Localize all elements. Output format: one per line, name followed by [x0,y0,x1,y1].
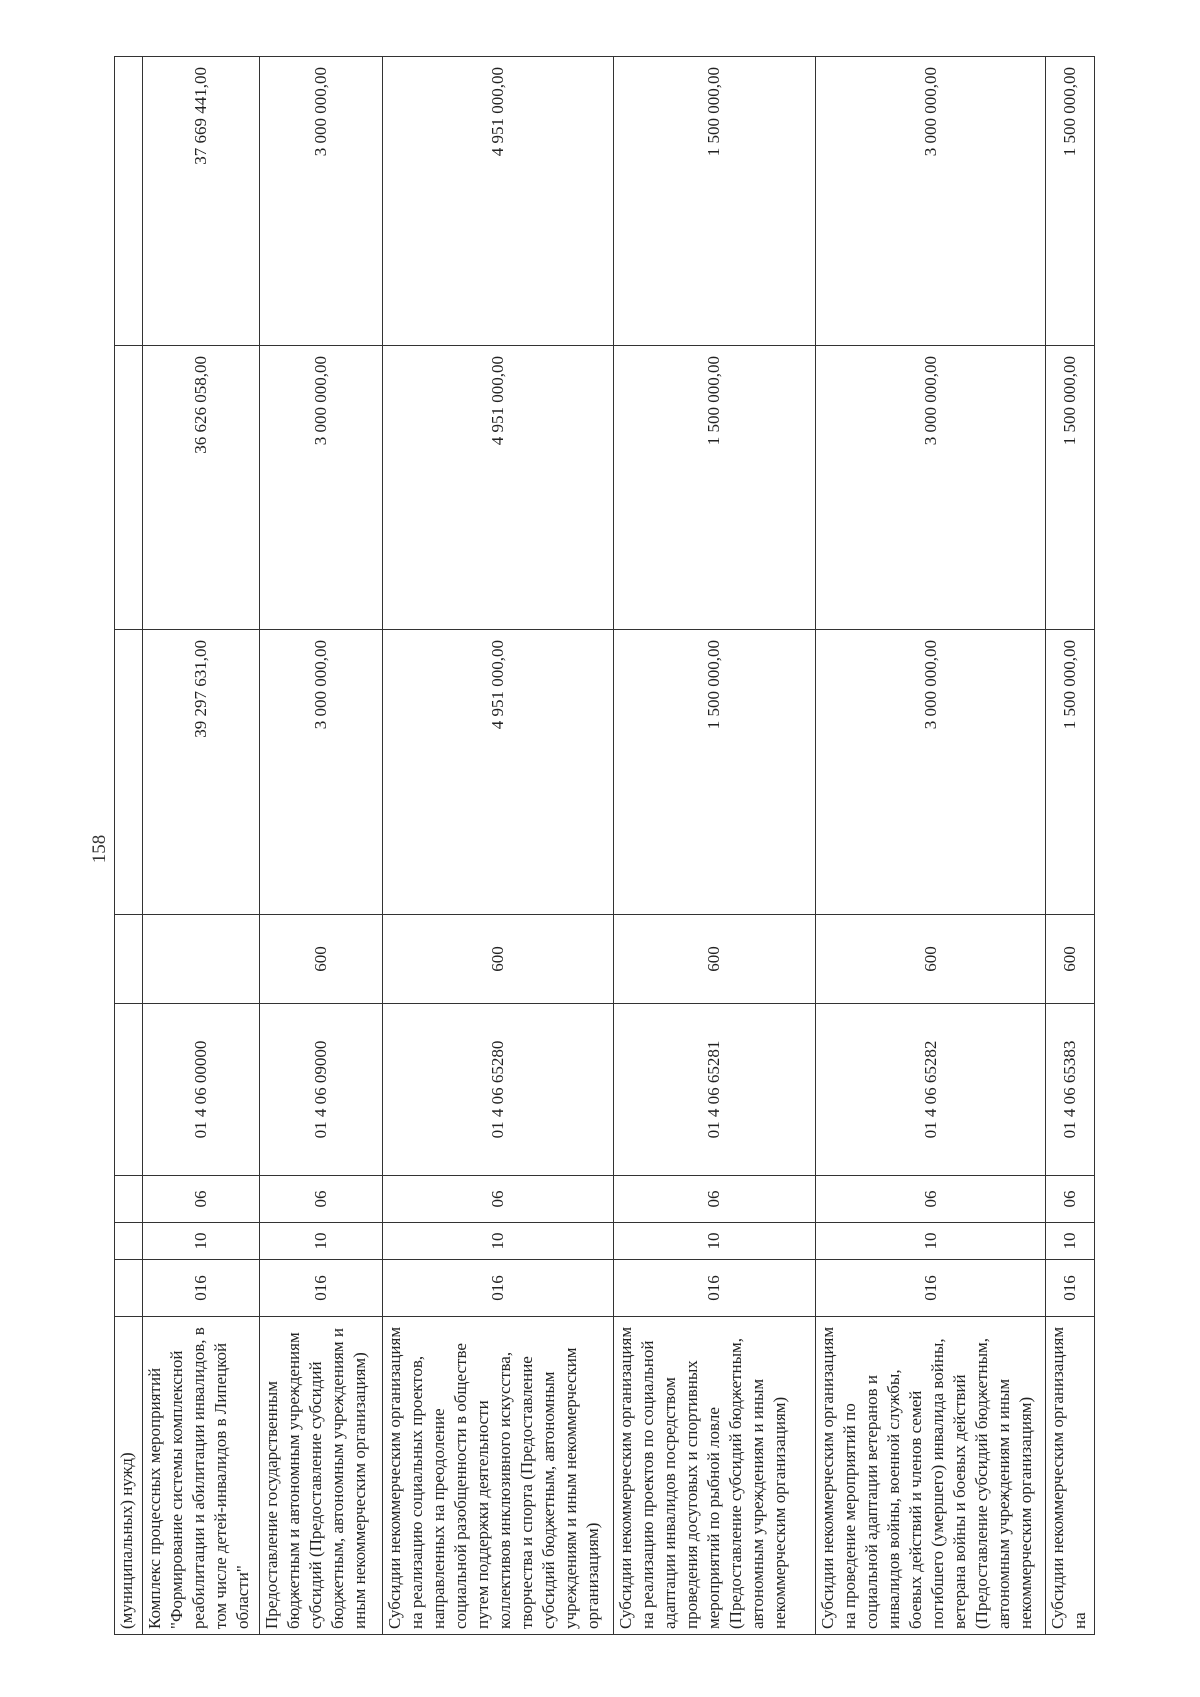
row-podrazdel: 06 [816,1176,1046,1223]
row-code: 016 [613,1260,815,1317]
row-code: 016 [383,1260,613,1317]
table-row [1046,57,1095,1635]
table-row [115,57,143,1635]
row-target: 01 4 06 09000 [259,1004,383,1176]
row-sum1: 4 951 000,00 [383,630,613,915]
row-sum2: 36 626 058,00 [142,346,259,630]
budget-table [114,56,1095,1635]
row-target: 01 4 06 65282 [816,1004,1046,1176]
row-sum1: 39 297 631,00 [142,630,259,915]
row-vid [142,915,259,1004]
row-razdel: 10 [142,1223,259,1260]
row-sum3: 37 669 441,00 [142,57,259,346]
row-sum2: 4 951 000,00 [383,346,613,630]
row-podrazdel: 06 [1046,1176,1095,1223]
row-name: Комплекс процессных мероприятий "Формирование системы комплексной реабилитации и абилитации инвалидов, в том числе детей-инвалидов в Липецкой области" [142,1317,259,1635]
row-sum3: 4 951 000,00 [383,57,613,346]
row-sum1: 1 500 000,00 [613,630,815,915]
row-sum1: 3 000 000,00 [816,630,1046,915]
row-name: Субсидии некоммерческим организациям на проведение мероприятий по социальной адаптации ветеранов и инвалидов войны, военной службы, боевых действий и членов семей погибшего (умершего) инвалида войны, ветерана войны и боевых действий (Предоставление субсидий бюджетным, автономным учреждениям и иным некоммерческим организациям) [816,1317,1046,1635]
rotated-table-container [114,57,1095,1635]
row-name: Субсидии некоммерческим организациям на реализацию проектов по социальной адаптации инвалидов посредством проведения досуговых и спортивных мероприятий по рыбной ловле (Предоставление субсидий бюджетным, автономным учреждениям и иным некоммерческим организациям) [613,1317,815,1635]
table-row [613,57,815,1635]
row-name: Предоставление государственным бюджетным и автономным учреждениям субсидий (Предоставление субсидий бюджетным, автономным учреждениям и иным некоммерческим организациям) [259,1317,383,1635]
row-razdel: 10 [259,1223,383,1260]
row-name: Субсидии некоммерческим организациям на [1046,1317,1095,1635]
row-sum1: 1 500 000,00 [1046,630,1095,915]
table-row [816,57,1046,1635]
row-razdel: 10 [816,1223,1046,1260]
row-code: 016 [1046,1260,1095,1317]
row-sum3: 1 500 000,00 [613,57,815,346]
row-razdel: 10 [1046,1223,1095,1260]
row-vid: 600 [816,915,1046,1004]
row-sum2: 1 500 000,00 [613,346,815,630]
row-razdel: 10 [383,1223,613,1260]
row-name: Субсидии некоммерческим организациям на реализацию социальных проектов, направленных на преодоление социальной разобщенности в обществе путем поддержки деятельности коллективов инклюзивного искусства, творчества и спорта (Предоставление субсидий бюджетным, автономным учреждениям и иным некоммерческим организациям) [383,1317,613,1635]
row-target: 01 4 06 00000 [142,1004,259,1176]
page-number: 158 [89,834,110,864]
row-target: 01 4 06 65281 [613,1004,815,1176]
row-vid: 600 [259,915,383,1004]
row-sum3: 1 500 000,00 [1046,57,1095,346]
row-sum2: 1 500 000,00 [1046,346,1095,630]
row-sum3: 3 000 000,00 [816,57,1046,346]
row-vid: 600 [383,915,613,1004]
row-code: 016 [816,1260,1046,1317]
row-podrazdel: 06 [383,1176,613,1223]
row-podrazdel: 06 [259,1176,383,1223]
row-podrazdel: 06 [142,1176,259,1223]
row-sum2: 3 000 000,00 [816,346,1046,630]
row-sum2: 3 000 000,00 [259,346,383,630]
row-target: 01 4 06 65280 [383,1004,613,1176]
row-sum3: 3 000 000,00 [259,57,383,346]
row-vid: 600 [1046,915,1095,1004]
table-row [142,57,259,1635]
row-podrazdel: 06 [613,1176,815,1223]
table-row [259,57,383,1635]
row-code: 016 [142,1260,259,1317]
row-target: 01 4 06 65383 [1046,1004,1095,1176]
row-vid: 600 [613,915,815,1004]
table-row [383,57,613,1635]
row-code: 016 [259,1260,383,1317]
continuation-cell: (муниципальных) нужд) [115,1317,143,1635]
row-sum1: 3 000 000,00 [259,630,383,915]
row-razdel: 10 [613,1223,815,1260]
